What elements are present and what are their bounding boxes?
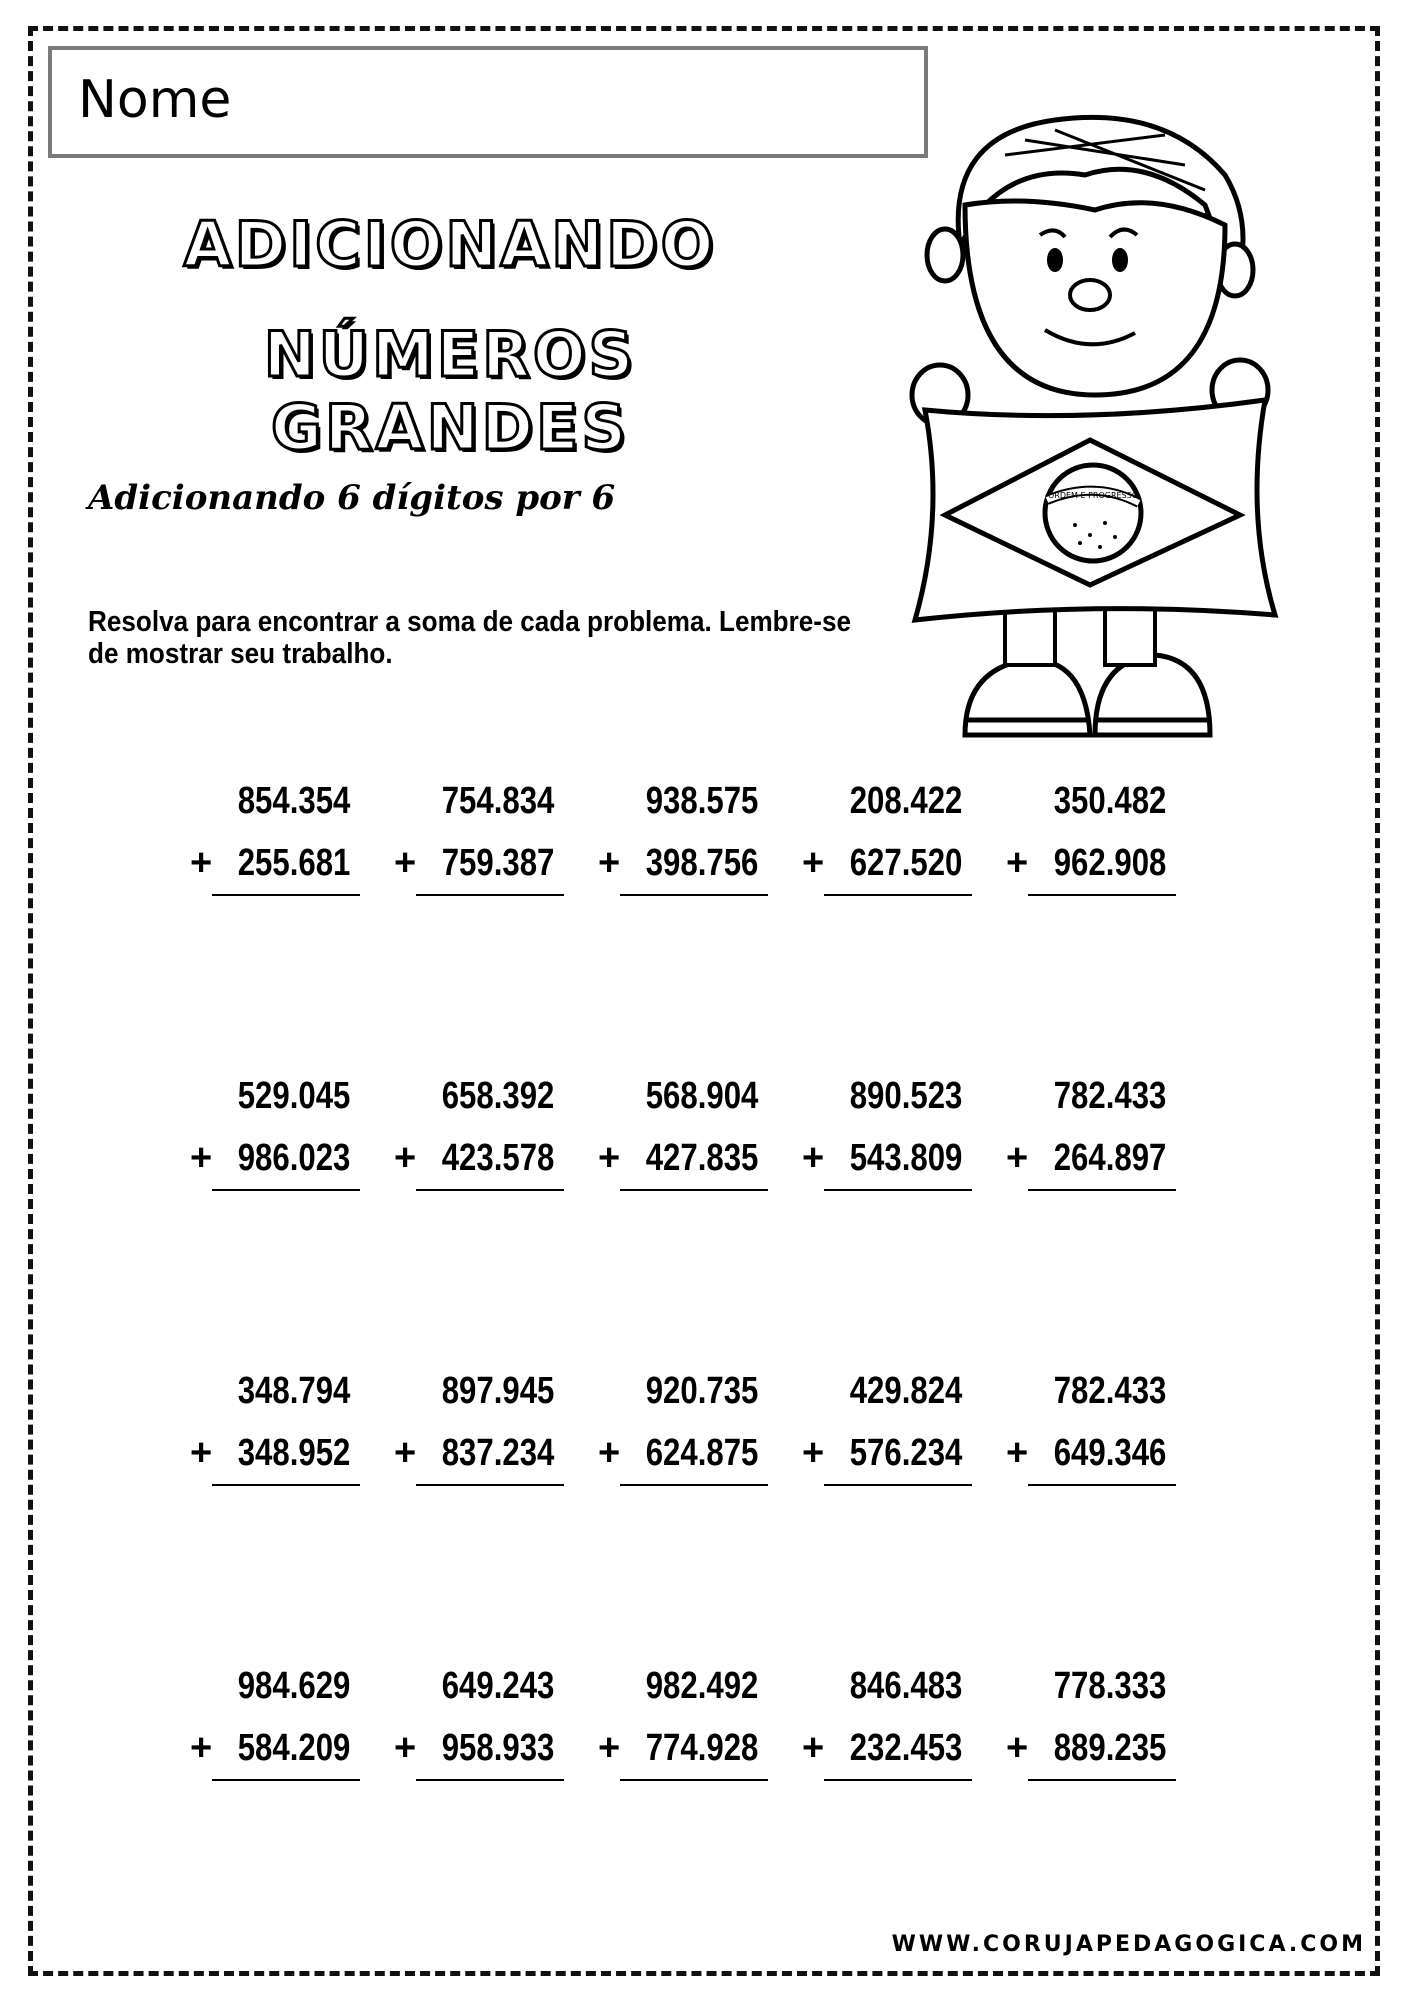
- plus-sign: +: [1006, 842, 1029, 884]
- addend-top: 754.834: [441, 780, 554, 822]
- plus-sign: +: [1006, 1432, 1029, 1474]
- problem-item: [598, 1065, 768, 1205]
- addend-bottom: 398.756: [645, 842, 758, 884]
- addend-bottom: 232.453: [849, 1727, 962, 1769]
- addend-top: 846.483: [849, 1665, 962, 1707]
- addend-bottom: 576.234: [849, 1432, 962, 1474]
- addend-bottom: 759.387: [441, 842, 554, 884]
- problem-item: [598, 770, 768, 910]
- problem-item: [1006, 1655, 1176, 1795]
- addend-bottom: 427.835: [645, 1137, 758, 1179]
- addend-bottom: 837.234: [441, 1432, 554, 1474]
- addend-bottom: 986.023: [237, 1137, 350, 1179]
- answer-line[interactable]: [212, 1484, 360, 1486]
- answer-line[interactable]: [620, 1779, 768, 1781]
- answer-line[interactable]: [824, 1189, 972, 1191]
- answer-line[interactable]: [1028, 1189, 1176, 1191]
- problem-item: [394, 770, 564, 910]
- problem-item: [190, 1655, 360, 1795]
- plus-sign: +: [598, 1432, 621, 1474]
- plus-sign: +: [1006, 1727, 1029, 1769]
- answer-line[interactable]: [212, 1189, 360, 1191]
- addend-top: 984.629: [237, 1665, 350, 1707]
- shoes-icon: [965, 655, 1210, 735]
- plus-sign: +: [598, 842, 621, 884]
- plus-sign: +: [394, 842, 417, 884]
- name-field[interactable]: [48, 46, 928, 158]
- name-label: Nome: [78, 70, 232, 130]
- addend-top: 890.523: [849, 1075, 962, 1117]
- answer-line[interactable]: [416, 1779, 564, 1781]
- plus-sign: +: [598, 1727, 621, 1769]
- addend-top: 782.433: [1053, 1370, 1166, 1412]
- answer-line[interactable]: [620, 1189, 768, 1191]
- answer-line[interactable]: [1028, 1779, 1176, 1781]
- brazil-flag-icon: [915, 400, 1275, 620]
- problem-item: [190, 1065, 360, 1205]
- addend-top: 938.575: [645, 780, 758, 822]
- addend-top: 350.482: [1053, 780, 1166, 822]
- plus-sign: +: [802, 842, 825, 884]
- addend-bottom: 543.809: [849, 1137, 962, 1179]
- plus-sign: +: [802, 1137, 825, 1179]
- addend-top: 897.945: [441, 1370, 554, 1412]
- problem-item: [394, 1655, 564, 1795]
- plus-sign: +: [394, 1137, 417, 1179]
- plus-sign: +: [190, 1432, 213, 1474]
- addend-bottom: 255.681: [237, 842, 350, 884]
- addend-top: 429.824: [849, 1370, 962, 1412]
- addend-top: 854.354: [237, 780, 350, 822]
- plus-sign: +: [190, 1137, 213, 1179]
- answer-line[interactable]: [212, 894, 360, 896]
- problem-item: [598, 1655, 768, 1795]
- plus-sign: +: [190, 842, 213, 884]
- addend-top: 568.904: [645, 1075, 758, 1117]
- addend-bottom: 348.952: [237, 1432, 350, 1474]
- flag-motto: ORDEM E PROGRESSO: [1047, 491, 1139, 500]
- problem-item: [802, 1360, 972, 1500]
- subtitle: Adicionando 6 dígitos por 6: [88, 478, 616, 518]
- answer-line[interactable]: [416, 1189, 564, 1191]
- plus-sign: +: [190, 1727, 213, 1769]
- problem-item: [598, 1360, 768, 1500]
- addend-bottom: 584.209: [237, 1727, 350, 1769]
- addend-bottom: 624.875: [645, 1432, 758, 1474]
- problem-item: [802, 1065, 972, 1205]
- addend-top: 649.243: [441, 1665, 554, 1707]
- problem-item: [394, 1065, 564, 1205]
- addend-bottom: 962.908: [1053, 842, 1166, 884]
- instructions: Resolva para encontrar a soma de cada problema. Lembre-se de mostrar seu trabalho.: [88, 606, 852, 670]
- problem-item: [1006, 1360, 1176, 1500]
- answer-line[interactable]: [824, 1779, 972, 1781]
- addend-top: 982.492: [645, 1665, 758, 1707]
- problems-grid: [190, 770, 1240, 1795]
- answer-line[interactable]: [620, 1484, 768, 1486]
- answer-line[interactable]: [1028, 894, 1176, 896]
- footer-url: WWW.CORUJAPEDAGOGICA.COM: [891, 1932, 1366, 1957]
- addend-bottom: 627.520: [849, 842, 962, 884]
- addend-top: 348.794: [237, 1370, 350, 1412]
- addend-bottom: 649.346: [1053, 1432, 1166, 1474]
- plus-sign: +: [394, 1727, 417, 1769]
- answer-line[interactable]: [620, 894, 768, 896]
- problem-item: [394, 1360, 564, 1500]
- problem-item: [802, 1655, 972, 1795]
- answer-line[interactable]: [416, 894, 564, 896]
- plus-sign: +: [1006, 1137, 1029, 1179]
- addend-top: 208.422: [849, 780, 962, 822]
- addend-top: 658.392: [441, 1075, 554, 1117]
- addend-bottom: 423.578: [441, 1137, 554, 1179]
- plus-sign: +: [598, 1137, 621, 1179]
- problem-item: [802, 770, 972, 910]
- answer-line[interactable]: [416, 1484, 564, 1486]
- boy-with-flag-illustration: [905, 95, 1325, 755]
- answer-line[interactable]: [824, 1484, 972, 1486]
- plus-sign: +: [802, 1727, 825, 1769]
- addend-top: 920.735: [645, 1370, 758, 1412]
- answer-line[interactable]: [212, 1779, 360, 1781]
- plus-sign: +: [394, 1432, 417, 1474]
- addend-top: 529.045: [237, 1075, 350, 1117]
- problem-item: [1006, 770, 1176, 910]
- addend-top: 782.433: [1053, 1075, 1166, 1117]
- plus-sign: +: [802, 1432, 825, 1474]
- answer-line[interactable]: [824, 894, 972, 896]
- title-line-1: ADICIONANDO: [183, 208, 717, 281]
- problem-item: [1006, 1065, 1176, 1205]
- addend-bottom: 958.933: [441, 1727, 554, 1769]
- addend-bottom: 774.928: [645, 1727, 758, 1769]
- addend-bottom: 889.235: [1053, 1727, 1166, 1769]
- problem-item: [190, 1360, 360, 1500]
- problem-item: [190, 770, 360, 910]
- answer-line[interactable]: [1028, 1484, 1176, 1486]
- title-line-2: NÚMEROS GRANDES: [263, 318, 637, 464]
- addend-bottom: 264.897: [1053, 1137, 1166, 1179]
- addend-top: 778.333: [1053, 1665, 1166, 1707]
